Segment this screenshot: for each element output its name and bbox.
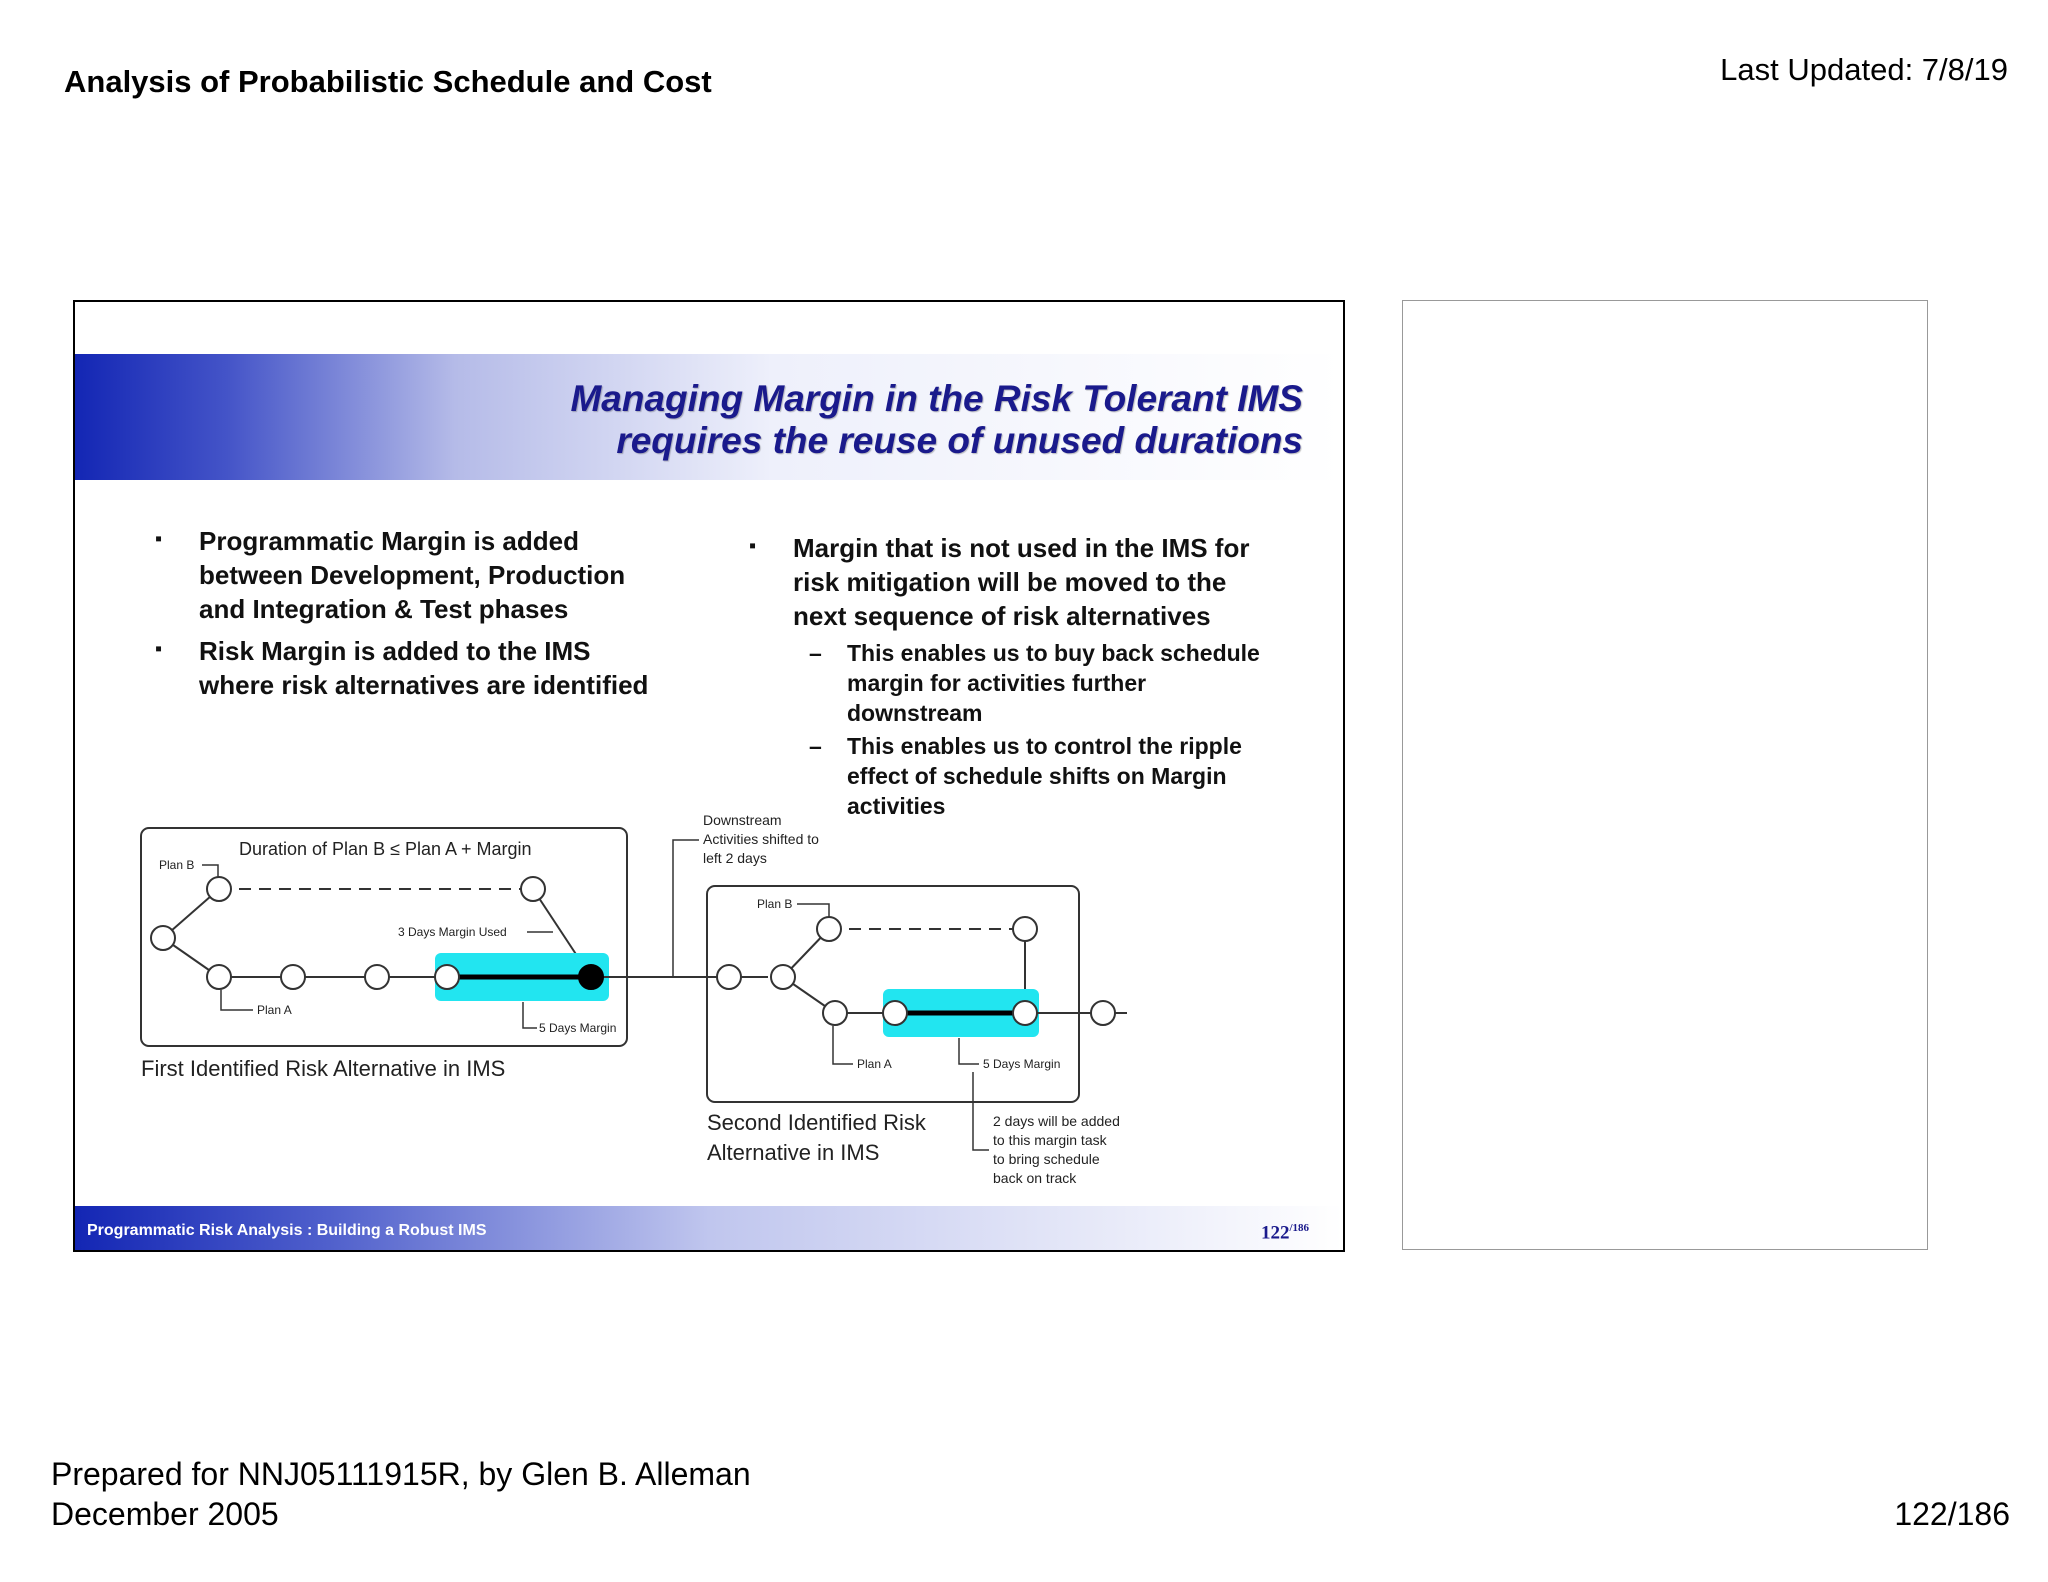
- downstream-note-line: left 2 days: [703, 850, 767, 866]
- network-node: [1013, 917, 1037, 941]
- network-node: [365, 965, 389, 989]
- bullet-line: where risk alternatives are identified: [199, 670, 649, 700]
- document-title: Analysis of Probabilistic Schedule and Cost: [64, 64, 712, 99]
- bullet-line: risk mitigation will be moved to the: [793, 567, 1227, 597]
- margin-used-label: 3 Days Margin Used: [398, 925, 507, 939]
- plan-b-label-1: Plan B: [159, 858, 195, 872]
- subbullet-line: activities: [847, 793, 946, 819]
- subbullet-line: This enables us to buy back schedule: [847, 640, 1260, 666]
- box2-label-line: Alternative in IMS: [707, 1140, 880, 1165]
- downstream-note-line: Downstream: [703, 812, 782, 828]
- subbullet-line: margin for activities further: [847, 670, 1147, 696]
- added-note-line: back on track: [993, 1170, 1077, 1186]
- dash-icon: –: [809, 640, 822, 666]
- margin-label-2: 5 Days Margin: [983, 1057, 1061, 1071]
- network-node: [151, 926, 175, 950]
- network-node: [1091, 1001, 1115, 1025]
- subbullet-line: downstream: [847, 700, 983, 726]
- network-node: [207, 965, 231, 989]
- margin-label-1: 5 Days Margin: [539, 1021, 617, 1035]
- plan-b-label-2: Plan B: [757, 897, 793, 911]
- bullet-icon: ▪: [155, 528, 163, 550]
- bullet-line: Programmatic Margin is added: [199, 526, 579, 556]
- last-updated-date: Last Updated: 7/8/19: [1720, 52, 2008, 87]
- slide-title-line2: requires the reuse of unused durations: [616, 420, 1303, 461]
- prepared-for-text: Prepared for NNJ05111915R, by Glen B. Alleman: [51, 1456, 751, 1492]
- slide-image: [73, 300, 1345, 1252]
- network-node: [207, 877, 231, 901]
- network-node: [521, 877, 545, 901]
- network-node: [1013, 1001, 1037, 1025]
- risk-network-diagram: [75, 302, 1343, 1250]
- box1-label: First Identified Risk Alternative in IMS: [141, 1056, 506, 1081]
- plan-a-label-2: Plan A: [857, 1057, 892, 1071]
- downstream-note-line: Activities shifted to: [703, 831, 819, 847]
- page-number: 122/186: [1894, 1496, 2010, 1532]
- network-node: [717, 965, 741, 989]
- added-note-line: 2 days will be added: [993, 1113, 1120, 1129]
- network-node: [281, 965, 305, 989]
- bullet-line: and Integration & Test phases: [199, 594, 569, 624]
- box1-caption: Duration of Plan B ≤ Plan A + Margin: [239, 839, 532, 859]
- added-note-line: to bring schedule: [993, 1151, 1100, 1167]
- added-note-line: to this margin task: [993, 1132, 1107, 1148]
- network-node: [883, 1001, 907, 1025]
- bullet-icon: ▪: [749, 535, 757, 557]
- dash-icon: –: [809, 733, 822, 759]
- slide-title-line1: Managing Margin in the Risk Tolerant IMS: [570, 378, 1303, 419]
- bullet-line: between Development, Production: [199, 560, 626, 590]
- bullet-icon: ▪: [155, 638, 163, 660]
- slide-page-number: [1261, 1222, 1309, 1244]
- network-node: [771, 965, 795, 989]
- plan-a-label-1: Plan A: [257, 1003, 292, 1017]
- network-node: [823, 1001, 847, 1025]
- bullet-line: next sequence of risk alternatives: [793, 601, 1211, 631]
- slide-page-current: 122: [1260, 1222, 1290, 1243]
- box2-label-line: Second Identified Risk: [707, 1110, 926, 1135]
- prepared-date: December 2005: [51, 1496, 279, 1532]
- bullet-line: Margin that is not used in the IMS for: [793, 533, 1250, 563]
- network-node: [817, 917, 841, 941]
- notes-panel: [1402, 300, 1928, 1250]
- risk-alternative-box-1: [141, 828, 627, 1046]
- bullet-line: Risk Margin is added to the IMS: [199, 636, 591, 666]
- subbullet-line: effect of schedule shifts on Margin: [847, 763, 1227, 789]
- slide-footer-text: Programmatic Risk Analysis : Building a Robust IMS: [87, 1222, 487, 1239]
- subbullet-line: This enables us to control the ripple: [847, 733, 1242, 759]
- network-node-filled: [579, 965, 603, 989]
- network-node: [435, 965, 459, 989]
- slide-page-total: /186: [1289, 1221, 1309, 1234]
